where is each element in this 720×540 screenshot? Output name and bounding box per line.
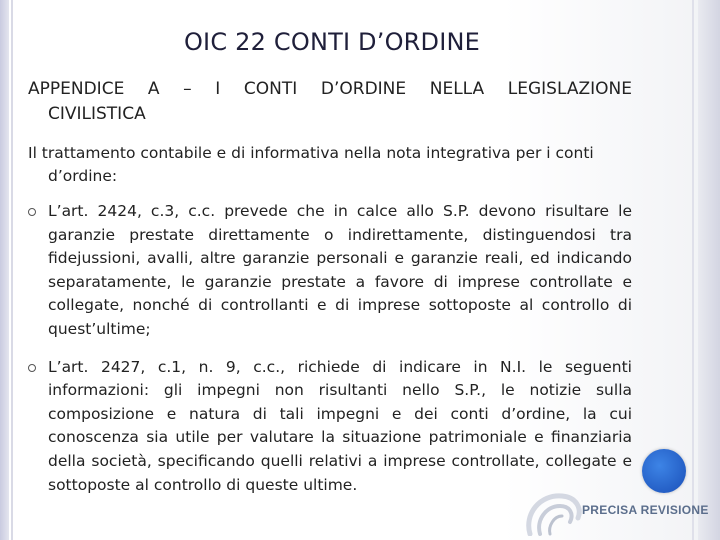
heading-word: APPENDICE — [28, 79, 125, 99]
slide-title: OIC 22 CONTI D’ORDINE — [183, 28, 481, 56]
intro-paragraph — [28, 142, 632, 188]
section-heading-line-1 — [28, 77, 632, 102]
bullet-item — [28, 356, 632, 498]
bullet-circle-icon — [28, 364, 36, 372]
heading-word: NELLA — [429, 79, 485, 99]
brand-name: PRECISA REVISIONE — [582, 503, 709, 517]
heading-word: – — [183, 79, 192, 99]
right-decorative-band — [698, 0, 720, 540]
section-heading — [28, 77, 632, 127]
swirl-logo-icon — [518, 484, 588, 536]
left-decorative-line — [11, 0, 13, 540]
section-heading-line-2: CIVILISTICA — [48, 104, 146, 124]
left-decorative-band — [0, 0, 9, 540]
heading-word: LEGISLAZIONE — [507, 79, 632, 99]
bullet-list — [28, 200, 632, 497]
intro-line-2: d’ordine: — [48, 167, 118, 185]
heading-word: A — [147, 79, 160, 99]
bullet-text: L’art. 2424, c.3, c.c. prevede che in calce allo S.P. devono risultare le garanzie prestate direttamente o indirettamente, distinguendosi tra fidejussioni, avalli, altre garanzie personali e garanzie reali, ed indicando separatamente, le garanzie prestate a favore di imprese controllate e collegate, nonché di controllanti e di imprese sottoposte al controllo di quest’ultime; — [48, 202, 632, 338]
intro-line-1: Il trattamento contabile e di informativa nella nota integrativa per i conti — [28, 144, 594, 162]
right-decorative-line — [692, 0, 694, 540]
heading-word: CONTI — [243, 79, 298, 99]
blue-circle-icon — [642, 449, 686, 493]
bullet-circle-icon — [28, 208, 36, 216]
bullet-item — [28, 200, 632, 342]
bullet-text: L’art. 2427, c.1, n. 9, c.c., richiede di indicare in N.I. le seguenti informazioni: gli impegni non risultanti nello S.P., le notizie sulla composizione e natura di tali impegni e dei conti d’ordine, la cui conoscenza sia utile per valutare la situazione patrimoniale e finanziaria della società, specificando quelli relativi a imprese controllate, collegate e sottoposte al controllo di queste ultime. — [48, 357, 632, 494]
heading-word: D’ORDINE — [320, 79, 407, 99]
heading-word: I — [215, 79, 221, 99]
